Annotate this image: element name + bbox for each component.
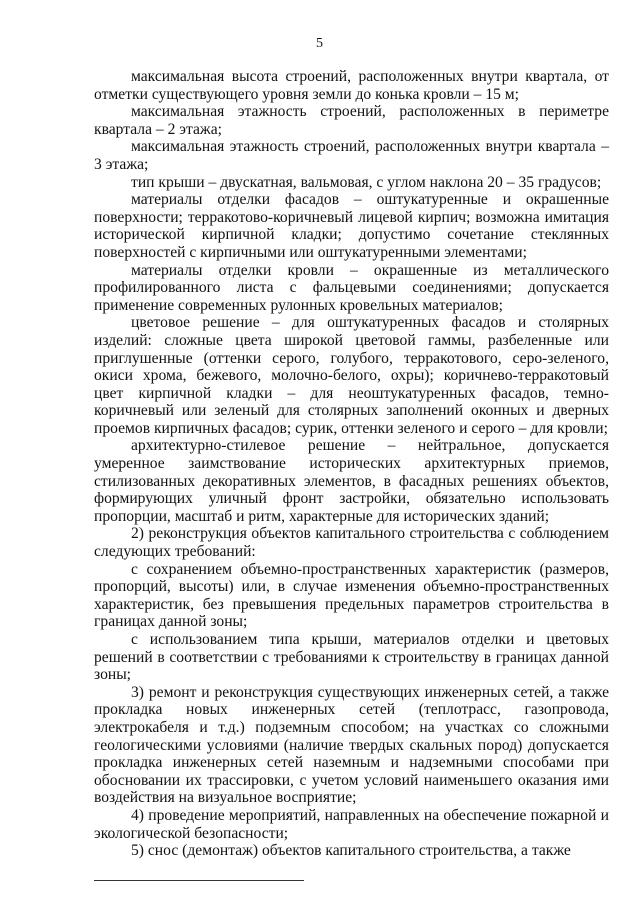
paragraph-reconstruction: 2) реконструкция объектов капитального строительства с соблюдением следующих требований: bbox=[94, 525, 609, 561]
paragraph-facade-materials: материалы отделки фасадов – оштукатуренные и окрашенные поверхности; терракотово-коричневый лицевой кирпич; возможна имитация исторической кирпичной кладки; допустимо сочетание стеклянных поверхностей с кирпичными или оштукатуренными элементами; bbox=[94, 191, 609, 261]
paragraph-demolition: 5) снос (демонтаж) объектов капитального строительства, а также bbox=[131, 842, 571, 860]
paragraph-color-scheme: цветовое решение – для оштукатуренных фасадов и столярных изделий: сложные цвета широкой цветовой гаммы, разбеленные или приглушенные (оттенки серого, голубого, терракотового, серо-зеленого, окиси хрома, бежевого, молочно-белого, охры); коричнево-терракотовый цвет кирпичной кладки – для неоштукатуренных фасадов, темно-коричневый или зеленый для столярных заполнений оконных и дверных проемов кирпичных фасадов; сурик, оттенки зеленого и серого – для кровли; bbox=[94, 314, 609, 437]
paragraph-roof-and-finish: с использованием типа крыши, материалов отделки и цветовых решений в соответствии с требованиями к строительству в границах данной зоны; bbox=[94, 631, 609, 684]
footnote-separator bbox=[94, 880, 304, 881]
document-body bbox=[94, 68, 609, 860]
page-number: 5 bbox=[316, 36, 323, 51]
paragraph-floors-perimeter: максимальная этажность строений, расположенных в периметре квартала – 2 этажа; bbox=[94, 103, 609, 138]
paragraph-fire-safety: 4) проведение мероприятий, направленных на обеспечение пожарной и экологической безопасности; bbox=[94, 806, 609, 842]
paragraph-engineering-networks: 3) ремонт и реконструкция существующих инженерных сетей, а также прокладка новых инженерных сетей (теплотрасс, газопровода, электрокабеля и т.д.) подземным способом; на участках со сложными геологическими условиями (наличие твердых скальных пород) допускается прокладка инженерных сетей наземным и надземными способами при обосновании их трассировки, с учетом условий наименьшего оказания ими воздействия на визуальное восприятие; bbox=[94, 683, 609, 807]
paragraph-roof-type: тип крыши – двускатная, вальмовая, с углом наклона 20 – 35 градусов; bbox=[131, 173, 602, 191]
paragraph-max-height-inner: максимальная высота строений, расположенных внутри квартала, от отметки существующего уровня земли до конька кровли – 15 м; bbox=[94, 68, 609, 103]
paragraph-volume-preservation: с сохранением объемно-пространственных характеристик (размеров, пропорций, высоты) или, в случае изменения объемно-пространственных характеристик, без превышения предельных параметров строительства в границах данной зоны; bbox=[94, 560, 609, 631]
paragraph-roof-materials: материалы отделки кровли – окрашенные из металлического профилированного листа с фальцевыми соединениями; допускается применение современных рулонных кровельных материалов; bbox=[94, 261, 609, 314]
paragraph-floors-inner: максимальная этажность строений, расположенных внутри квартала – 3 этажа; bbox=[94, 138, 609, 173]
paragraph-architectural-style: архитектурно-стилевое решение – нейтральное, допускается умеренное заимствование исторических архитектурных приемов, стилизованных декоративных элементов, в фасадных решениях объектов, формирующих уличный фронт застройки, обязательно использовать пропорции, масштаб и ритм, характерные для исторических зданий; bbox=[94, 437, 609, 525]
